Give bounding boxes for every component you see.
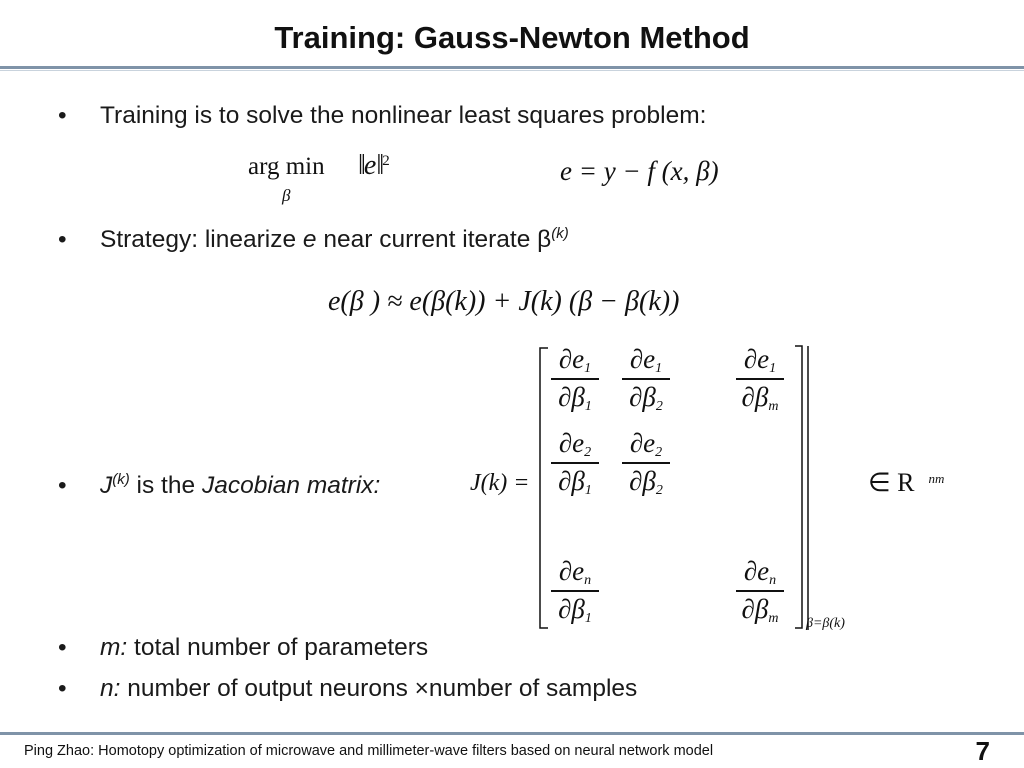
jacobian-space xyxy=(868,468,944,498)
bullet-variable: e xyxy=(302,226,317,253)
bullet-dot: • xyxy=(58,102,67,129)
bullet-variable: n: xyxy=(100,675,121,702)
partial-e2-beta2: $\partial e_2$ $\partial\beta_2$ xyxy=(618,428,674,498)
space-symbol: ∈ R xyxy=(868,468,915,497)
bullet-text-pre: Strategy: linearize xyxy=(100,226,303,253)
space-exponent: nm xyxy=(928,471,945,486)
partial-e1-beta2: $\partial e_1$ $\partial\beta_2$ xyxy=(618,344,674,414)
argmin-subscript: β xyxy=(282,186,291,205)
bullet-variable: m: xyxy=(100,634,128,661)
partial-en-beta1: $\partial e_n$ $\partial\beta_1$ xyxy=(547,556,603,626)
footer-citation: Ping Zhao: Homotopy optimization of microwave and millimeter-wave filters based on neural network model xyxy=(24,743,714,759)
norm-expression: ‖e‖$^2$ xyxy=(358,150,390,181)
bullet-strategy xyxy=(58,226,569,254)
bullet-dot: • xyxy=(58,634,67,661)
bullet-superscript: (k) xyxy=(551,225,569,242)
bullet-text: Training is to solve the nonlinear least squares problem: xyxy=(100,102,707,129)
jacobian-evaluation-point: β=β(k) xyxy=(806,616,845,631)
argmin-text: arg min xyxy=(248,153,325,180)
title-divider-shadow xyxy=(0,70,1024,71)
bullet-dot: • xyxy=(58,226,67,253)
bullet-dot: • xyxy=(58,472,67,499)
bullet-parameters xyxy=(58,634,428,662)
norm-exponent: 2 xyxy=(382,153,390,169)
bullet-jacobian xyxy=(58,472,380,500)
title-divider xyxy=(0,66,1024,69)
partial-e2-beta1: $\partial e_2$ $\partial\beta_1$ xyxy=(547,428,603,498)
partial-e1-betam: $\partial e_1$ $\partial\beta_m$ xyxy=(732,344,788,414)
bullet-variable: J xyxy=(100,472,113,499)
error-definition: e = y − f (x, β) xyxy=(560,156,719,186)
bullet-text-post: number of output neurons ×number of samples xyxy=(120,675,638,702)
bullet-text-post: total number of parameters xyxy=(127,634,429,661)
footer-divider xyxy=(0,732,1024,735)
norm-variable: e xyxy=(363,150,377,181)
slide-title: Training: Gauss-Newton Method xyxy=(274,20,750,55)
bullet-samples xyxy=(58,675,637,703)
bullet-text-post: near current iterate β xyxy=(316,226,552,253)
bullet-text-italic: Jacobian matrix: xyxy=(201,472,381,499)
argmin-operator xyxy=(248,153,325,181)
linearization-equation: e(β ) ≈ e(β(k)) + J(k) (β − β(k)) xyxy=(328,286,680,317)
bullet-least-squares xyxy=(58,102,706,130)
jacobian-lhs: J(k) = xyxy=(470,470,530,496)
page-number: 7 xyxy=(975,736,990,766)
partial-e1-beta1: $\partial e_1$ $\partial\beta_1$ xyxy=(547,344,603,414)
bullet-text-mid: is the xyxy=(129,472,202,499)
bullet-dot: • xyxy=(58,675,67,702)
bullet-superscript: (k) xyxy=(112,471,130,488)
partial-en-betam: $\partial e_n$ $\partial\beta_m$ xyxy=(732,556,788,626)
